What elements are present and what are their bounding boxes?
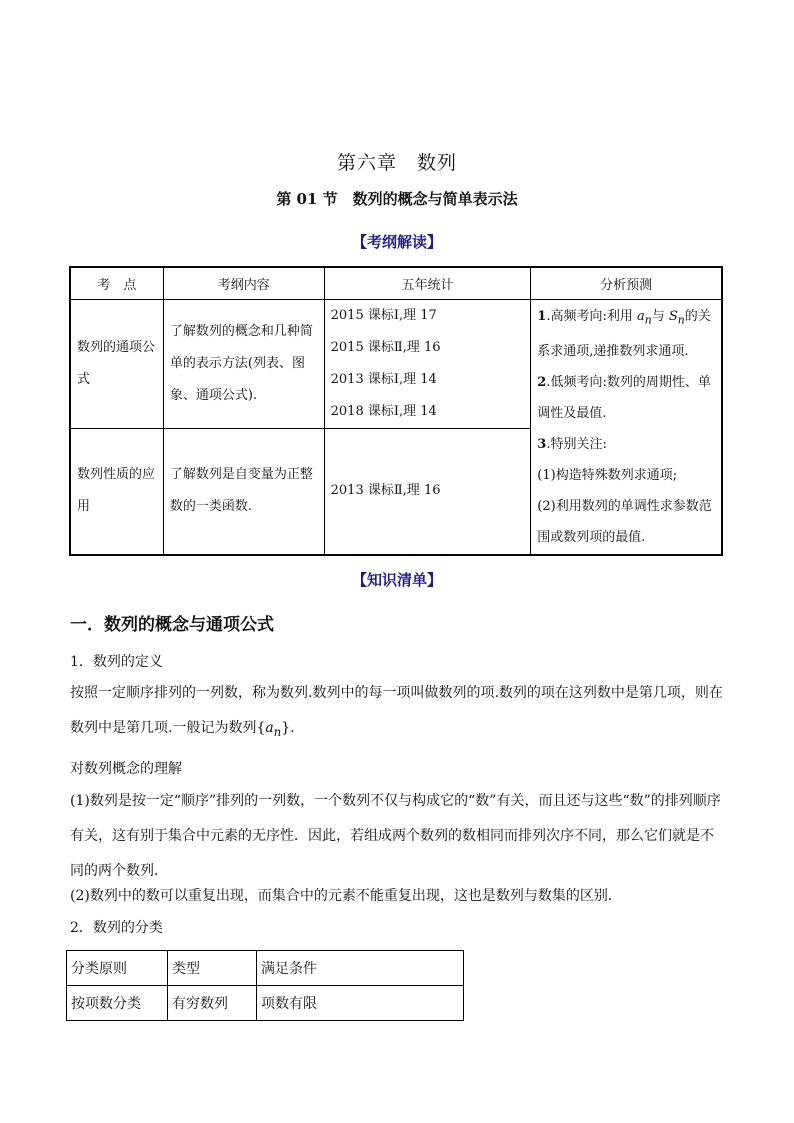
stat-line: 2013 课标Ⅱ,理 16 (330, 483, 441, 499)
prediction-3-item-1: (1)构造特殊数列求通项; (537, 467, 678, 483)
stat-line: 2015 课标Ⅱ,理 16 (330, 340, 441, 355)
table-cell: 按项数分类 (67, 986, 168, 1021)
exam-point: 数列的通项公式 (70, 300, 163, 429)
outline-table (69, 266, 723, 556)
outline-table-header (70, 267, 722, 300)
outline-heading: 【考纲解读】 (351, 233, 442, 251)
section-title: 第 01 节 数列的概念与简单表示法 (276, 190, 518, 208)
item-title: 1．数列的定义 (70, 654, 163, 670)
understanding-paragraph-1: (1)数列是按一定“顺序”排列的一列数，一个数列不仅与构成它的“数”有关，而且还与这些“数”的排列顺序有关，这有别于集合中元素的无序性．因此，若组成两个数列的数相同而排列次序不同，那么它们就是不同的两个数列． (70, 793, 721, 879)
table-header-cell: 满足条件 (257, 951, 464, 986)
definition-paragraph: 按照一定顺序排列的一列数，称为数列.数列中的每一项叫做数列的项.数列的项在这列数中是第几项，则在数列中是第几项.一般记为数列$\{a_n\}$. (70, 685, 723, 739)
stat-line: 2015 课标Ⅰ,理 17 (330, 308, 437, 323)
sequence-notation: $\{a_n\}$ (256, 720, 291, 739)
table-cell: 有穷数列 (168, 986, 257, 1021)
chapter-title: 第六章 数列 (336, 152, 457, 174)
stat-line: 2013 课标Ⅰ,理 14 (330, 372, 437, 387)
part-title: 一．数列的概念与通项公式 (70, 615, 274, 635)
header-prediction: 分析预测 (531, 267, 722, 300)
table-row (67, 951, 464, 986)
table-row (70, 300, 722, 429)
table-cell: 项数有限 (257, 986, 464, 1021)
prediction-cell (531, 300, 722, 555)
item-title: 2．数列的分类 (70, 920, 163, 936)
table-header-cell: 类型 (168, 951, 257, 986)
understanding-title: 对数列概念的理解 (70, 761, 182, 777)
syllabus-content: 了解数列的概念和几种简单的表示方法(列表、图象、通项公式). (163, 300, 324, 429)
classification-table (66, 950, 464, 1021)
knowledge-heading: 【知识清单】 (351, 571, 442, 589)
table-row (67, 986, 464, 1021)
five-year-stats (324, 300, 531, 429)
five-year-stats (324, 429, 531, 555)
header-point: 考 点 (70, 267, 163, 300)
prediction-3-item-2: (2)利用数列的单调性求参数范围或数列项的最值. (537, 498, 712, 545)
exam-point: 数列性质的应用 (70, 429, 163, 555)
prediction-2: 2.低频考向:数列的周期性、单调性及最值. (537, 374, 711, 421)
table-header-cell: 分类原则 (67, 951, 168, 986)
understanding-paragraph-2: (2)数列中的数可以重复出现，而集合中的元素不能重复出现，这也是数列与数集的区别． (70, 888, 622, 904)
header-stats: 五年统计 (324, 267, 531, 300)
stat-line: 2018 课标Ⅰ,理 14 (330, 404, 437, 419)
syllabus-content: 了解数列是自变量为正整数的一类函数. (163, 429, 324, 555)
header-content: 考纲内容 (163, 267, 324, 300)
prediction-3: 3.特别关注: (537, 436, 607, 452)
prediction-1: 1.高频考向:利用 $a_n$与 $S_n$的关系求通项,递推数列求通项. (537, 308, 711, 359)
